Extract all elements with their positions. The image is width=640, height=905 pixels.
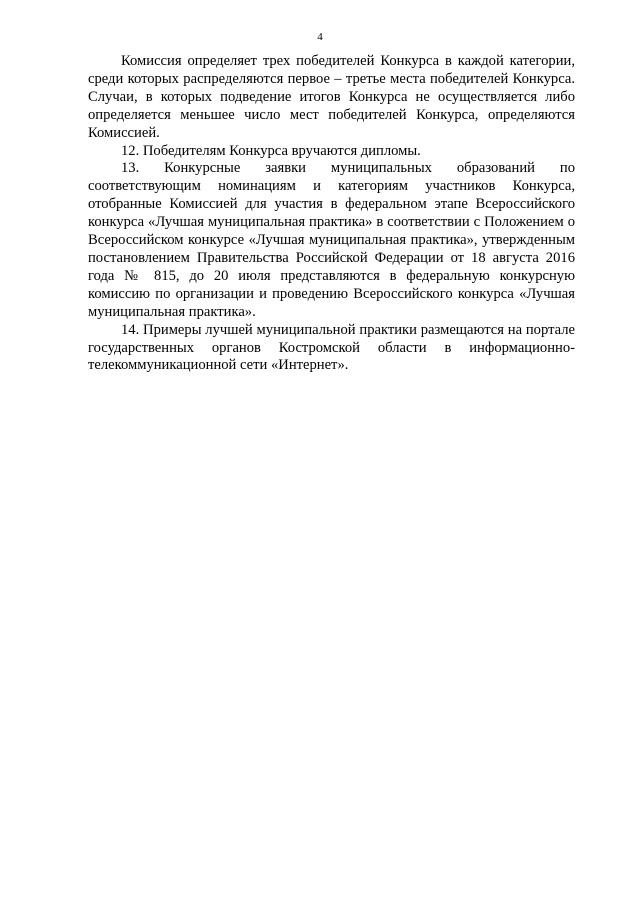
paragraph-14-portal: 14. Примеры лучшей муниципальной практики размещаются на портале государственных органов Костромской области в информационно-телекоммуникационной сети «Интернет».: [88, 321, 575, 374]
page-number: 4: [317, 31, 323, 43]
paragraph-12-diplomas: 12. Победителям Конкурса вручаются дипломы.: [121, 142, 421, 159]
paragraph-commission-winners: Комиссия определяет трех победителей Конкурса в каждой категории, среди которых распределяются первое – третье места победителей Конкурса. Случаи, в которых подведение итогов Конкурса не осуществляется либо определяется меньшее число мест победителей Конкурса, определяются Комиссией.: [88, 53, 575, 141]
document-body: [88, 53, 575, 375]
paragraph-13-applications: 13. Конкурсные заявки муниципальных образований по соответствующим номинациям и категориям участников Конкурса, отобранные Комиссией для участия в федеральном этапе Всероссийского конкурса «Лучшая муниципальная практика» в соответствии с Положением о Всероссийском конкурсе «Лучшая муниципальная практика», утвержденным постановлением Правительства Российской Федерации от 18 августа 2016 года № 815, до 20 июля представляются в федеральную конкурсную комиссию по организации и проведению Всероссийского конкурса «Лучшая муниципальная практика».: [88, 160, 575, 320]
